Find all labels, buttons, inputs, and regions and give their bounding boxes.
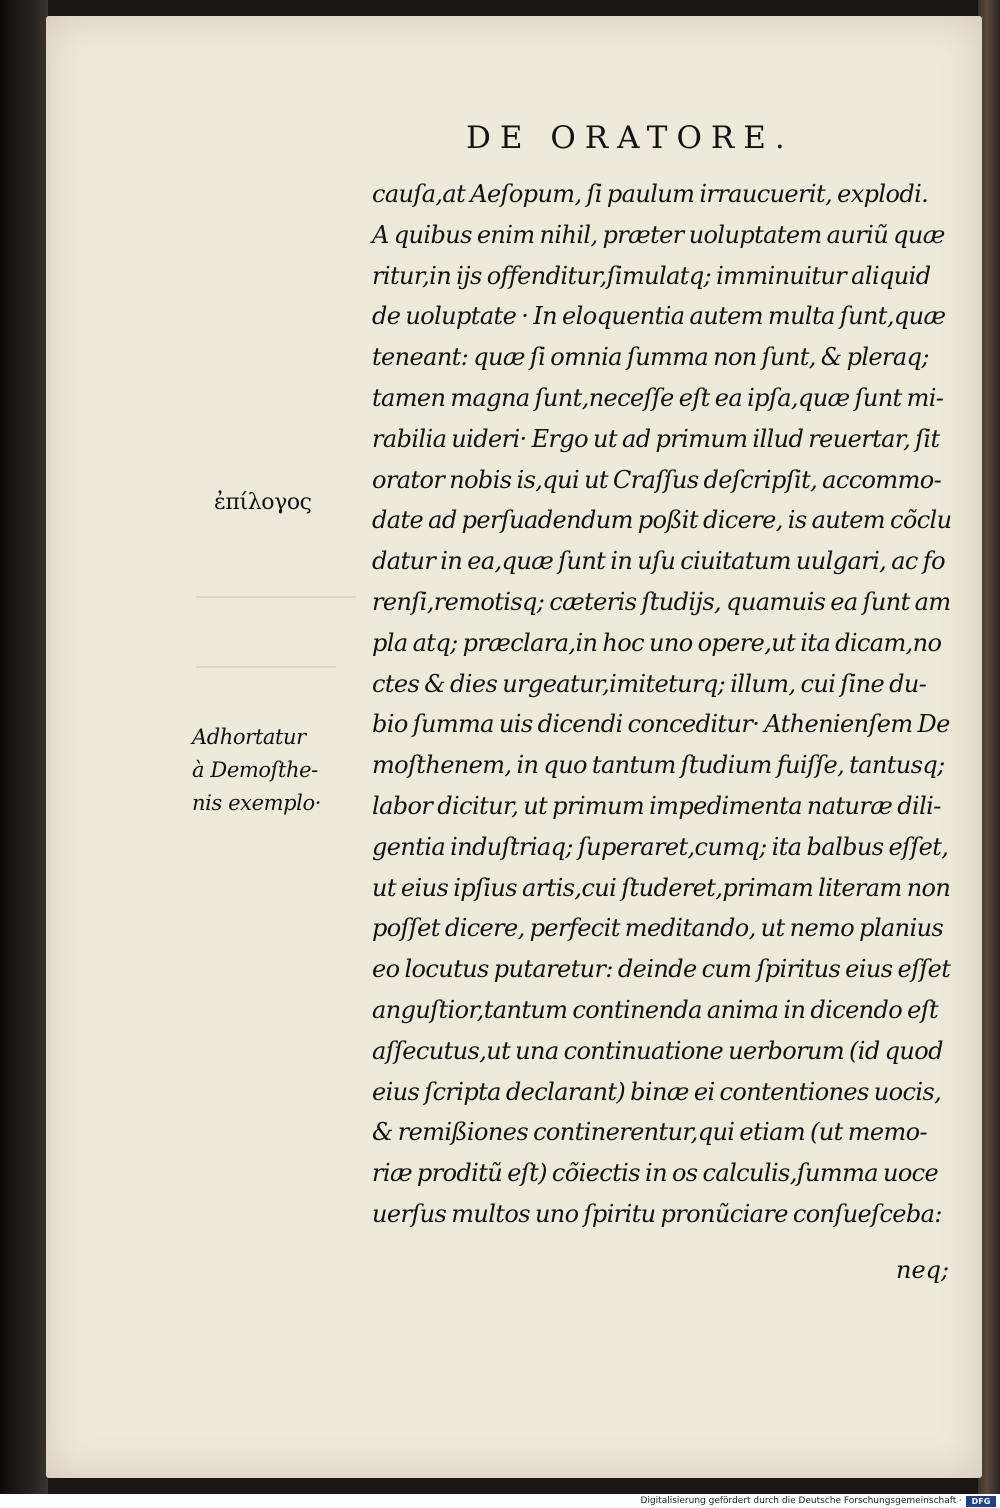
marginal-note-line: Adhortatur (192, 725, 306, 749)
text-line: de uoluptate · In eloquentia autem multa ſunt,quæ (372, 302, 946, 331)
running-head: DE ORATORE. (466, 120, 794, 156)
text-line: eius ſcripta declarant) binæ ei contentiones uocis, (372, 1077, 942, 1106)
text-line: riæ proditũ eſt) cõiectis in os calculis,ſumma uoce (372, 1159, 939, 1188)
text-line: pla atq; præclara,in hoc uno opere,ut ita dicam,no (372, 628, 942, 657)
text-line: date ad perſuadendum poßit dicere, is autem cõclu (372, 506, 952, 535)
text-line: cauſa,at Aeſopum, ſi paulum irraucuerit, explodi. (372, 180, 929, 208)
bleed-through-mark (196, 596, 356, 598)
text-line: ut eius ipſius artis,cui ſtuderet,primam literam non (372, 873, 951, 902)
body-text (372, 174, 972, 1235)
marginal-note-line: à Demoſthe- (192, 758, 318, 782)
marginal-note (192, 721, 321, 820)
text-line: labor dicitur, ut primum impedimenta naturæ dili- (372, 791, 941, 820)
scan-edge-left (0, 0, 48, 1495)
text-line: rabilia uideri· Ergo ut ad primum illud reuertar, ſit (372, 424, 940, 453)
text-line: anguſtior,tantum continenda anima in dicendo eſt (372, 995, 939, 1024)
catchword: neq; (896, 1256, 950, 1284)
book-page (46, 16, 982, 1478)
text-line: bio ſumma uis dicendi conceditur· Athenienſem De (372, 710, 950, 739)
text-line: ritur,in ijs offenditur,ſimulatq; imminuitur aliquid (372, 261, 931, 290)
dfg-logo: DFG (966, 1496, 996, 1507)
funding-credit: Digitalisierung gefördert durch die Deutsche Forschungsgemeinschaft · (640, 1496, 962, 1506)
text-line: ctes & dies urgeatur,imiteturq; illum, cui ſine du- (372, 669, 927, 698)
text-line: tamen magna ſunt,neceſſe eſt ea ipſa,quæ ſunt mi- (372, 383, 944, 412)
text-line: poſſet dicere, perfecit meditando, ut nemo planius (372, 914, 944, 943)
text-line: aſſecutus,ut una continuatione uerborum (id quod (372, 1036, 943, 1065)
marginal-note-line: nis exemplo· (192, 791, 321, 815)
text-line: orator nobis is,qui ut Craſſus deſcripſit, accommo- (372, 465, 942, 494)
bleed-through-mark (196, 666, 336, 668)
marginal-greek-note: ἐπίλογος (214, 490, 312, 515)
text-line: renſi,remotisq; cæteris ſtudijs, quamuis ea ſunt am (372, 587, 951, 616)
text-line: moſthenem, in quo tantum ſtudium fuiſſe, tantusq; (372, 751, 945, 780)
text-line: gentia induſtriaq; ſuperaret,cumq; ita balbus eſſet, (372, 832, 949, 861)
text-line: A quibus enim nihil, præter uoluptatem auriũ quæ (372, 220, 945, 249)
text-line: uerſus multos uno ſpiritu pronũciare conſueſceba: (372, 1199, 942, 1228)
text-line: eo locutus putaretur: deinde cum ſpiritus eius eſſet (372, 955, 951, 984)
text-line: datur in ea,quæ ſunt in uſu ciuitatum uulgari, ac fo (372, 547, 945, 576)
footer-bar (0, 1494, 1000, 1508)
text-line: teneant: quæ ſi omnia ſumma non ſunt, & pleraq; (372, 343, 929, 372)
text-line: & remißiones continerentur,qui etiam (ut memo- (372, 1118, 928, 1147)
